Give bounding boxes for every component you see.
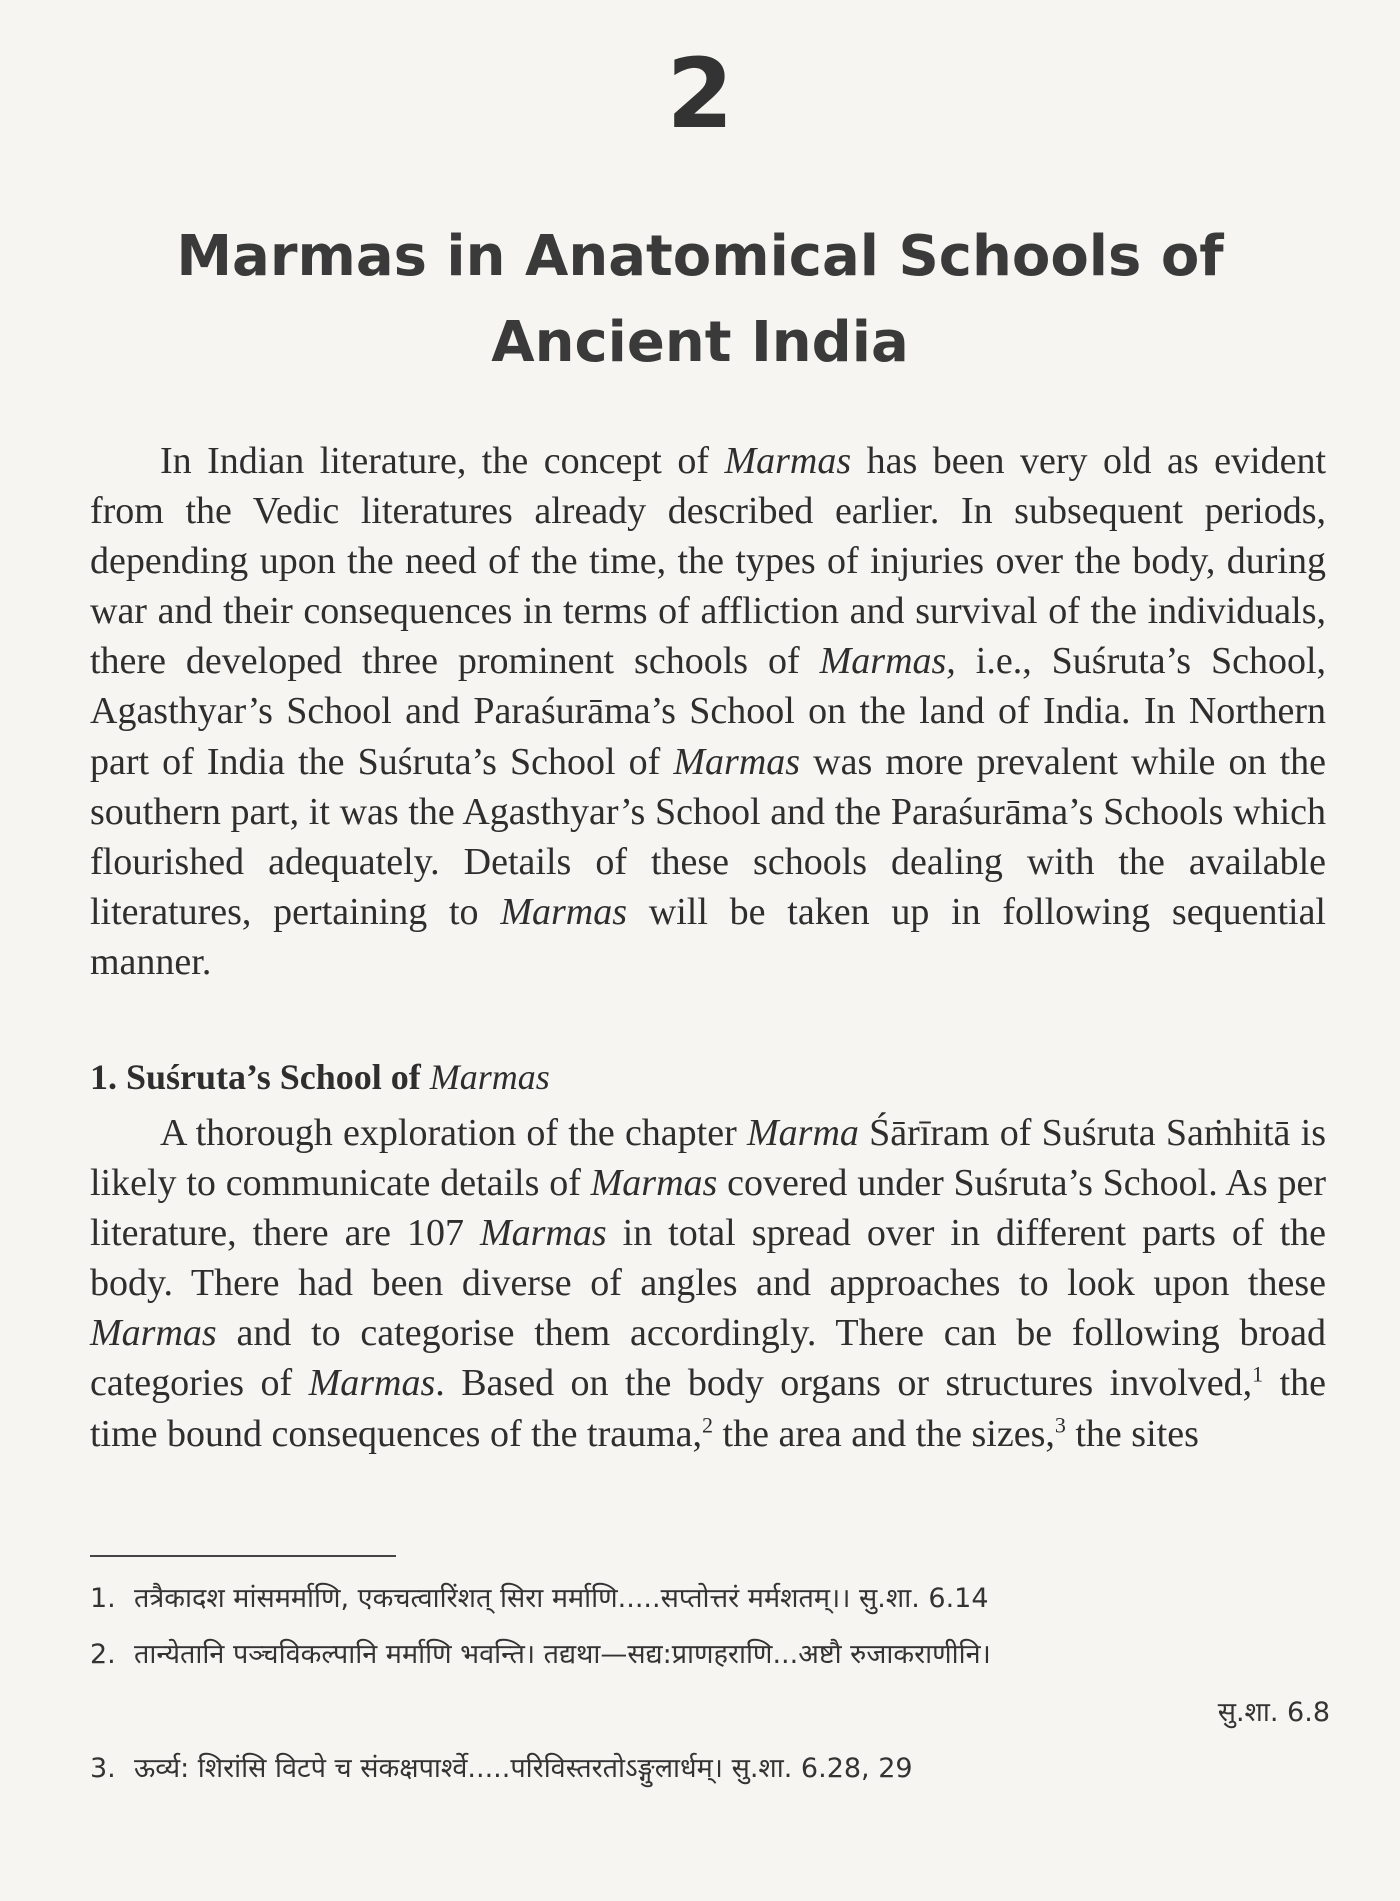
text-run: Śārīram of Suśruta Saṁhitā is likely to communicate details of — [90, 1112, 1326, 1205]
footnote-number: 1. — [90, 1583, 116, 1614]
text-run: and to categorise them accordingly. There can be following broad categories of — [90, 1312, 1326, 1405]
text-run: was more prevalent while on the southern part, it was the Agasthyar’s School and the Paraśurāma’s Schools which flourished adequately. Details of these schools dealing with the available literatures, pertaining to — [90, 740, 1327, 933]
section-heading-term: Marmas — [429, 1057, 550, 1097]
text-run: will be taken up in following sequential manner. — [90, 890, 1326, 983]
footnote-3 — [90, 1748, 1330, 1785]
italic-term: Marma — [747, 1112, 859, 1154]
footnote-marker: 1 — [1252, 1361, 1264, 1387]
text-run: covered under Suśruta’s School. As per literature, there are 107 — [90, 1162, 1326, 1255]
footnote-2-reference: सु.शा. 6.8 — [1217, 1697, 1330, 1728]
text-run: i.e., Suśruta’s School, Agasthyar’s School and Paraśurāma’s School on the land of India. In Northern part of India the Suśruta’s School of — [90, 640, 1326, 783]
footnote-text: तान्येतानि पञ्चविकल्पानि मर्माणि भवन्ति। तद्यथा—सद्य:प्राणहराणि...अष्टौ रुजाकराणीनि। — [134, 1639, 991, 1670]
italic-term: Marmas — [590, 1162, 718, 1205]
italic-term: Marmas, — [819, 640, 956, 683]
italic-term: Marmas — [308, 1362, 436, 1405]
italic-term: Marmas — [673, 740, 801, 783]
italic-term: Marmas — [500, 890, 628, 933]
text-run: A thorough exploration of the chapter — [160, 1112, 748, 1154]
chapter-title-line-1: Marmas in Anatomical Schools of — [176, 224, 1224, 289]
italic-term: Marmas — [479, 1212, 607, 1255]
footnote-number: 2. — [90, 1639, 116, 1670]
section-heading — [90, 1053, 550, 1101]
italic-term: Marmas — [90, 1312, 217, 1355]
chapter-number: 2 — [666, 38, 734, 150]
chapter-title-line-2: Ancient India — [491, 310, 909, 375]
text-run: the sites — [1065, 1412, 1199, 1455]
text-run: the time bound consequences of the trauma, — [90, 1362, 1326, 1455]
text-run: In Indian literature, the concept of — [160, 440, 725, 482]
footnote-text: ऊर्व्य: शिरांसि विटपे च संकक्षपार्श्वे.....परिविस्तरतोऽङ्गुलार्धम्। सु.शा. 6.28, 29 — [134, 1753, 913, 1784]
footnote-text: तत्रैकादश मांसमर्माणि, एकचत्वारिंशत् सिरा मर्माणि.....सप्तोत्तरं मर्मशतम्।। सु.शा. 6.14 — [134, 1583, 989, 1614]
text-run: the area and the sizes, — [713, 1412, 1055, 1455]
section-paragraph — [90, 1108, 1326, 1459]
text-run: . Based on the body organs or structures involved, — [435, 1362, 1253, 1405]
text-run: in total spread over in different parts of the body. There had been diverse of angles and approaches to look upon these — [90, 1212, 1327, 1305]
intro-paragraph — [90, 436, 1326, 987]
text-run: has been very old as evident from the Vedic literatures already described earlier. In subsequent periods, depending upon the need of the time, the types of injuries over the body, during war and their consequences in terms of affliction and survival of the individuals, there developed three prominent schools of — [90, 440, 1327, 683]
footnote-2 — [90, 1634, 1330, 1671]
footnote-number: 3. — [90, 1753, 116, 1784]
footnote-marker: 3 — [1054, 1411, 1066, 1437]
chapter-title — [0, 214, 1400, 386]
section-heading-text: 1. Suśruta’s School of — [90, 1057, 430, 1097]
italic-term: Marmas — [724, 440, 852, 482]
footnote-marker: 2 — [702, 1411, 714, 1437]
footnote-1 — [90, 1578, 1330, 1615]
footnote-divider — [90, 1555, 396, 1557]
